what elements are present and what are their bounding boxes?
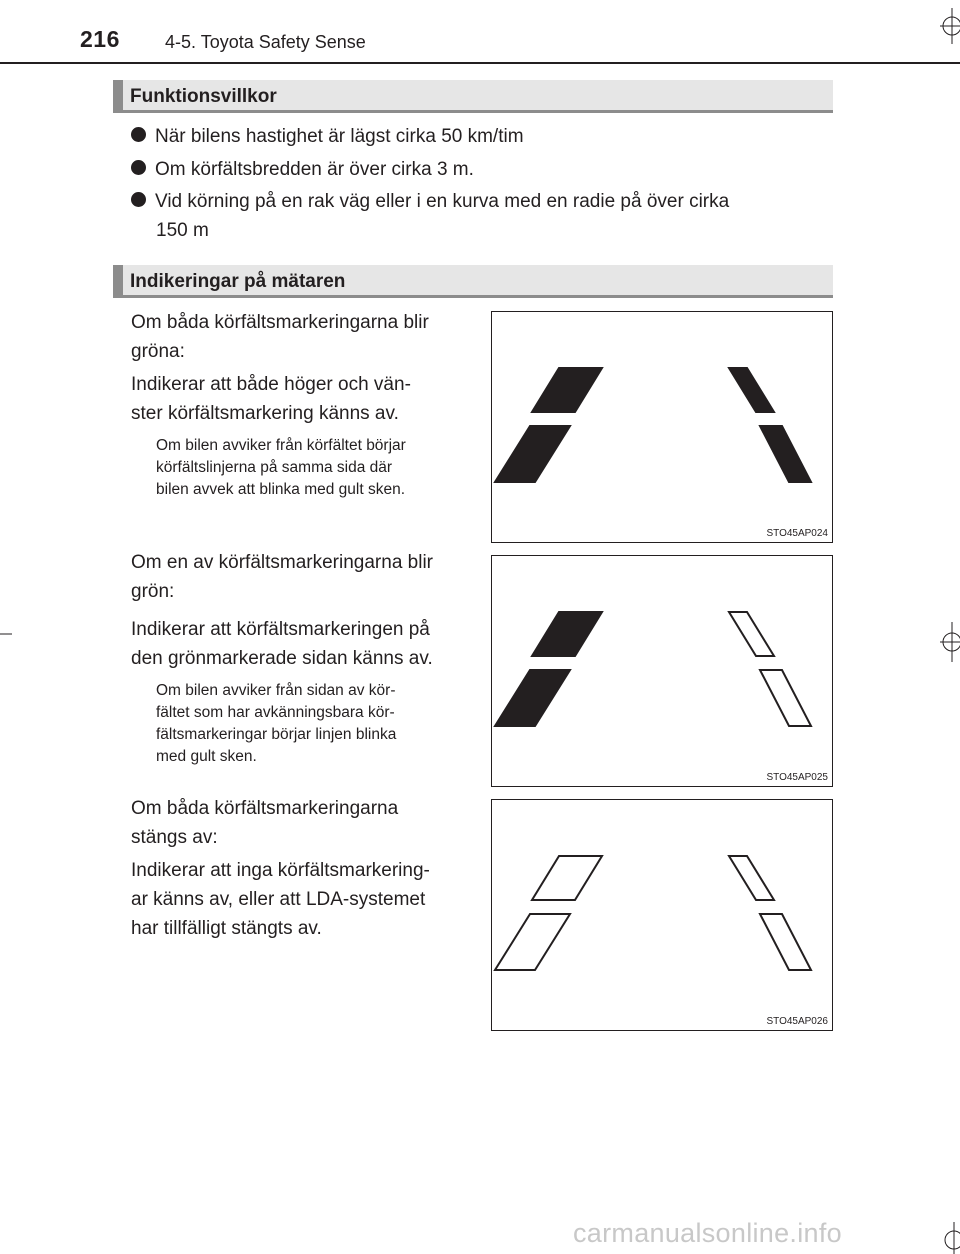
right-lane-lower-segment [760, 426, 811, 482]
header-rule [0, 62, 960, 64]
figure-code: STO45AP026 [766, 1016, 828, 1027]
crop-mark-right-mid [938, 622, 960, 662]
page-number: 216 [80, 26, 120, 52]
indicator-description: Indikerar att både höger och vän- ster körfältsmarkering känns av. [131, 374, 411, 424]
right-lane-upper-segment [729, 612, 774, 656]
figure-code: STO45AP024 [766, 528, 828, 539]
indicator-note: Om bilen avviker från sidan av kör- fältet som har avkänningsbara kör- fältsmarkeringar börjar linjen blinka med gult sken. [156, 682, 397, 765]
watermark: carmanualsonline.info [573, 1218, 842, 1248]
lane-indicator-figure-both-detected [491, 311, 833, 543]
indicator-heading: Om båda körfältsmarkeringarna stängs av: [131, 798, 399, 848]
lane-markings-illustration [492, 312, 834, 544]
chapter-title: 4-5. Toyota Safety Sense [165, 32, 366, 52]
indicator-heading: Om en av körfältsmarkeringarna blir grön: [131, 552, 433, 602]
bullet-item [131, 186, 831, 217]
left-lane-lower-segment [495, 914, 570, 970]
right-lane-lower-segment [760, 670, 811, 726]
bullet-text: Vid körning på en rak väg eller i en kurva med en radie på över cirka [155, 191, 730, 212]
lane-markings-illustration [492, 556, 834, 788]
lane-indicator-figure-none-detected [491, 799, 833, 1031]
bullet-text: När bilens hastighet är lägst cirka 50 km/tim [155, 126, 524, 147]
bullet-item [131, 121, 831, 152]
crop-mark-top-right [938, 8, 960, 44]
left-lane-lower-segment [495, 670, 570, 726]
left-lane-upper-segment [532, 856, 602, 900]
right-lane-lower-segment [760, 914, 811, 970]
right-lane-upper-segment [729, 856, 774, 900]
indicator-note: Om bilen avviker från körfältet börjar körfältslinjerna på samma sida där bilen avvek att blinka med gult sken. [156, 437, 406, 498]
bullet-dot-icon [131, 160, 146, 175]
bullet-item [131, 154, 831, 185]
right-lane-upper-segment [729, 368, 774, 412]
bullet-dot-icon [131, 192, 146, 207]
section-title-conditions: Funktionsvillkor [130, 86, 277, 107]
section-title-indicators: Indikeringar på mätaren [130, 271, 346, 292]
left-lane-lower-segment [495, 426, 570, 482]
crop-mark-bottom-right [940, 1222, 960, 1254]
bullet-text-continued: 150 m [156, 220, 209, 241]
indicator-heading: Om båda körfältsmarkeringarna blir gröna: [131, 312, 429, 362]
left-lane-upper-segment [532, 368, 602, 412]
crop-mark-left-mid [0, 628, 12, 640]
bullet-dot-icon [131, 127, 146, 142]
figure-code: STO45AP025 [766, 772, 828, 783]
indicator-description: Indikerar att körfältsmarkeringen på den grönmarkerade sidan känns av. [131, 619, 433, 669]
lane-markings-illustration [492, 800, 834, 1032]
indicator-description: Indikerar att inga körfältsmarkering- ar känns av, eller att LDA-systemet har tillfälligt stängts av. [131, 860, 430, 939]
bullet-text: Om körfältsbredden är över cirka 3 m. [155, 159, 474, 180]
left-lane-upper-segment [532, 612, 602, 656]
lane-indicator-figure-one-detected [491, 555, 833, 787]
